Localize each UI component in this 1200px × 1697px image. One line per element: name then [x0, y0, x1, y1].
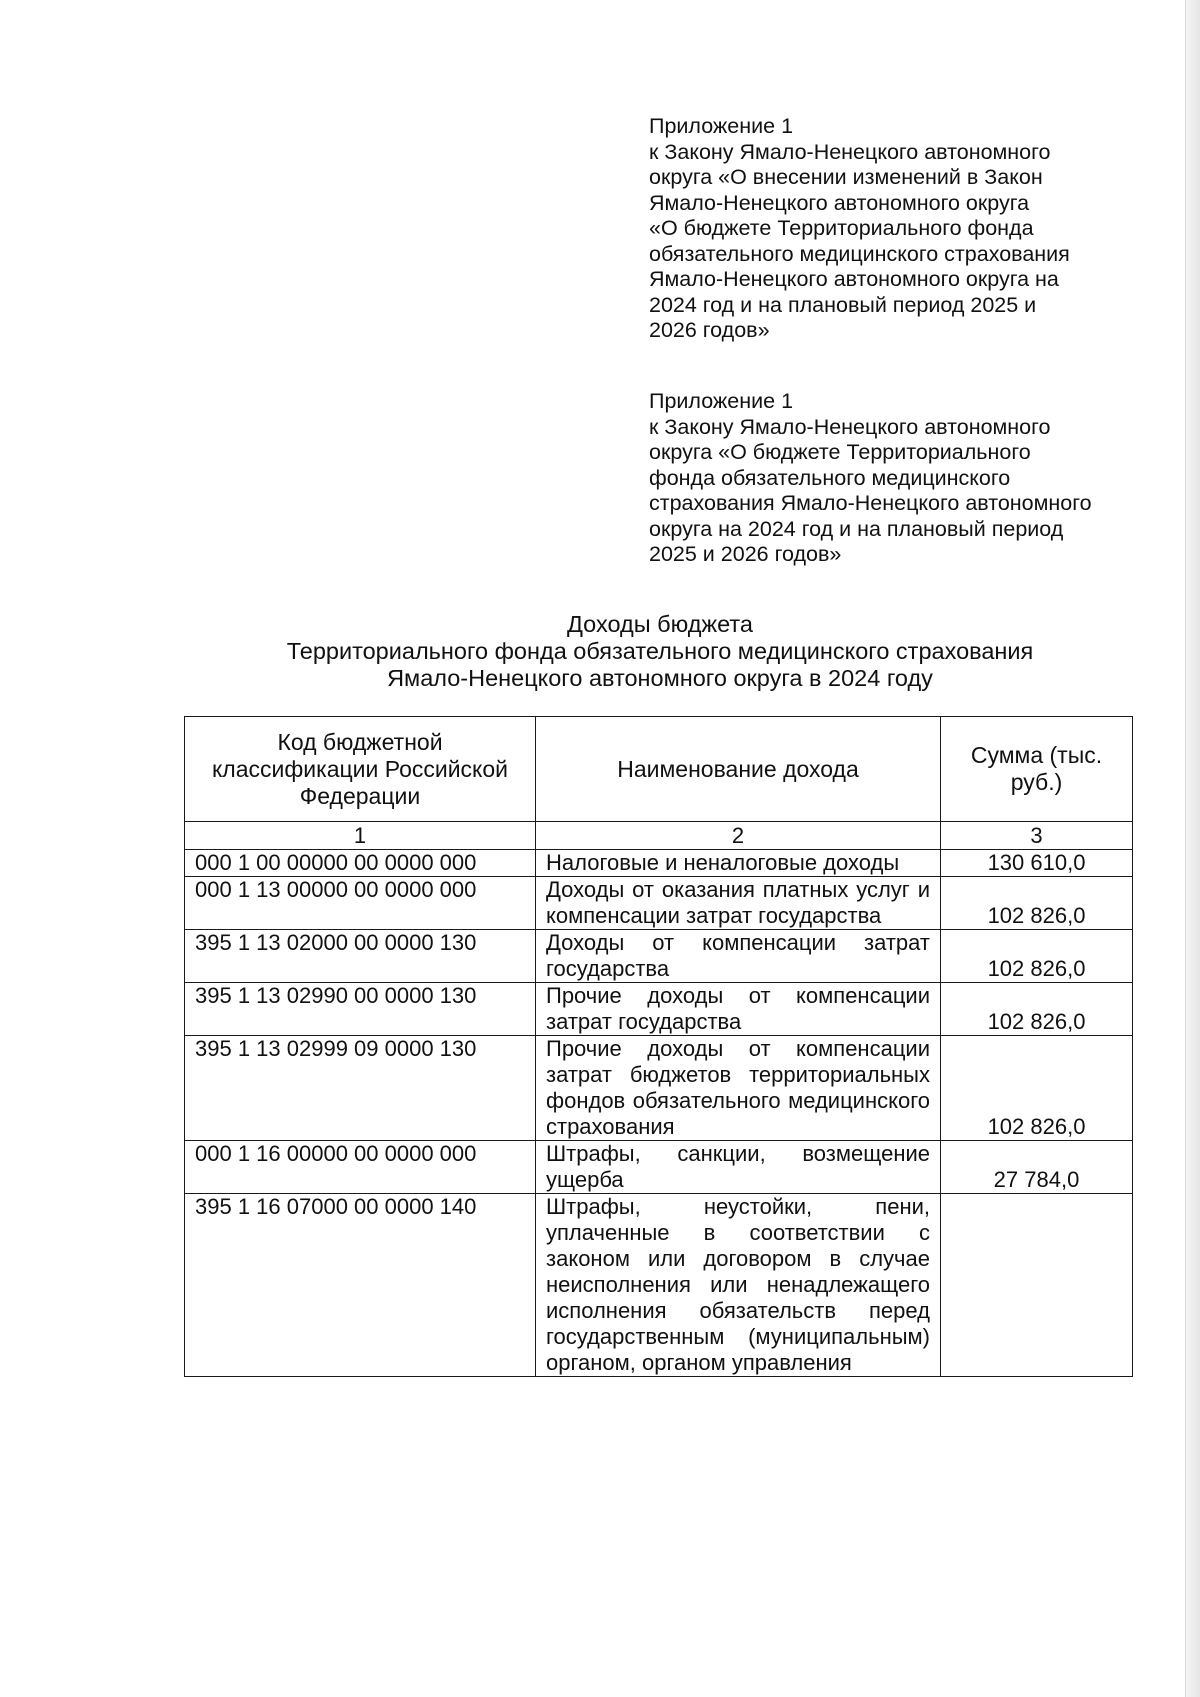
appendix-line: округа на 2024 год и на плановый период — [649, 516, 1064, 541]
table-row — [185, 1141, 1133, 1194]
row-name: Доходы от оказания платных услуг и компенсации затрат государства — [536, 877, 941, 930]
row-name: Штрафы, неустойки, пени, уплаченные в соответствии с законом или договором в случае неисполнения или ненадлежащего исполнения обязательств перед государственным (муниципальным) органом, органом управления — [536, 1194, 941, 1377]
appendix-line: к Закону Ямало-Ненецкого автономного — [649, 414, 1051, 439]
appendix-line: округа «О бюджете Территориального — [649, 440, 1031, 464]
row-sum: 27 784,0 — [941, 1141, 1133, 1194]
appendix-note-original-law — [649, 389, 1149, 568]
appendix-line: страхования Ямало-Ненецкого автономного — [649, 491, 1092, 515]
column-number: 2 — [536, 822, 941, 850]
row-code: 395 1 13 02000 00 0000 130 — [185, 930, 536, 983]
appendix-line: Приложение 1 — [649, 114, 794, 138]
row-name: Доходы от компенсации затрат государства — [536, 930, 941, 983]
row-name: Прочие доходы от компенсации затрат государства — [536, 983, 941, 1036]
title-line: Территориального фонда обязательного медицинского страхования — [286, 638, 1034, 664]
appendix-line: Ямало-Ненецкого автономного округа — [649, 190, 1030, 215]
table-row — [185, 983, 1133, 1036]
title-line: Доходы бюджета — [566, 611, 753, 637]
appendix-line: «О бюджете Территориального фонда — [649, 216, 1034, 240]
appendix-line: округа «О внесении изменений в Закон — [649, 165, 1043, 189]
appendix-line: 2025 и 2026 годов» — [649, 542, 842, 566]
appendix-line: фонда обязательного медицинского — [649, 465, 1011, 490]
column-number: 1 — [185, 822, 536, 850]
appendix-note-amendment — [649, 114, 1149, 344]
appendix-line: 2026 годов» — [649, 318, 770, 342]
row-sum: 130 610,0 — [941, 850, 1133, 877]
row-code: 395 1 16 07000 00 0000 140 — [185, 1194, 536, 1377]
table-row — [185, 1194, 1133, 1377]
row-sum: 102 826,0 — [941, 877, 1133, 930]
table-row — [185, 930, 1133, 983]
header-sum: Сумма (тыс. руб.) — [941, 717, 1133, 822]
row-code: 395 1 13 02999 09 0000 130 — [185, 1036, 536, 1141]
row-code: 000 1 13 00000 00 0000 000 — [185, 877, 536, 930]
row-sum: 102 826,0 — [941, 983, 1133, 1036]
appendix-line: обязательного медицинского страхования — [649, 241, 1070, 266]
appendix-line: 2024 год и на плановый период 2025 и — [649, 292, 1037, 317]
header-name: Наименование дохода — [536, 717, 941, 822]
table-header-row — [185, 717, 1133, 822]
row-sum: 102 826,0 — [941, 1036, 1133, 1141]
table-row — [185, 850, 1133, 877]
table-row — [185, 877, 1133, 930]
row-sum: 102 826,0 — [941, 930, 1133, 983]
column-number-row — [185, 822, 1133, 850]
header-code: Код бюджетной классификации Российской Федерации — [185, 717, 536, 822]
page-edge — [1185, 0, 1200, 1697]
row-code: 395 1 13 02990 00 0000 130 — [185, 983, 536, 1036]
appendix-line: Ямало-Ненецкого автономного округа на — [649, 267, 1059, 291]
row-name: Прочие доходы от компенсации затрат бюджетов территориальных фондов обязательного медицинского страхования — [536, 1036, 941, 1141]
row-name: Налоговые и неналоговые доходы — [536, 850, 941, 877]
column-number: 3 — [941, 822, 1133, 850]
row-code: 000 1 16 00000 00 0000 000 — [185, 1141, 536, 1194]
row-sum — [941, 1194, 1133, 1377]
row-code: 000 1 00 00000 00 0000 000 — [185, 850, 536, 877]
appendix-line: к Закону Ямало-Ненецкого автономного — [649, 139, 1051, 164]
title-line: Ямало-Ненецкого автономного округа в 2024 году — [387, 665, 933, 691]
table-row — [185, 1036, 1133, 1141]
appendix-line: Приложение 1 — [649, 389, 794, 413]
row-name: Штрафы, санкции, возмещение ущерба — [536, 1141, 941, 1194]
income-table — [184, 716, 1133, 1377]
document-title — [160, 611, 1160, 692]
